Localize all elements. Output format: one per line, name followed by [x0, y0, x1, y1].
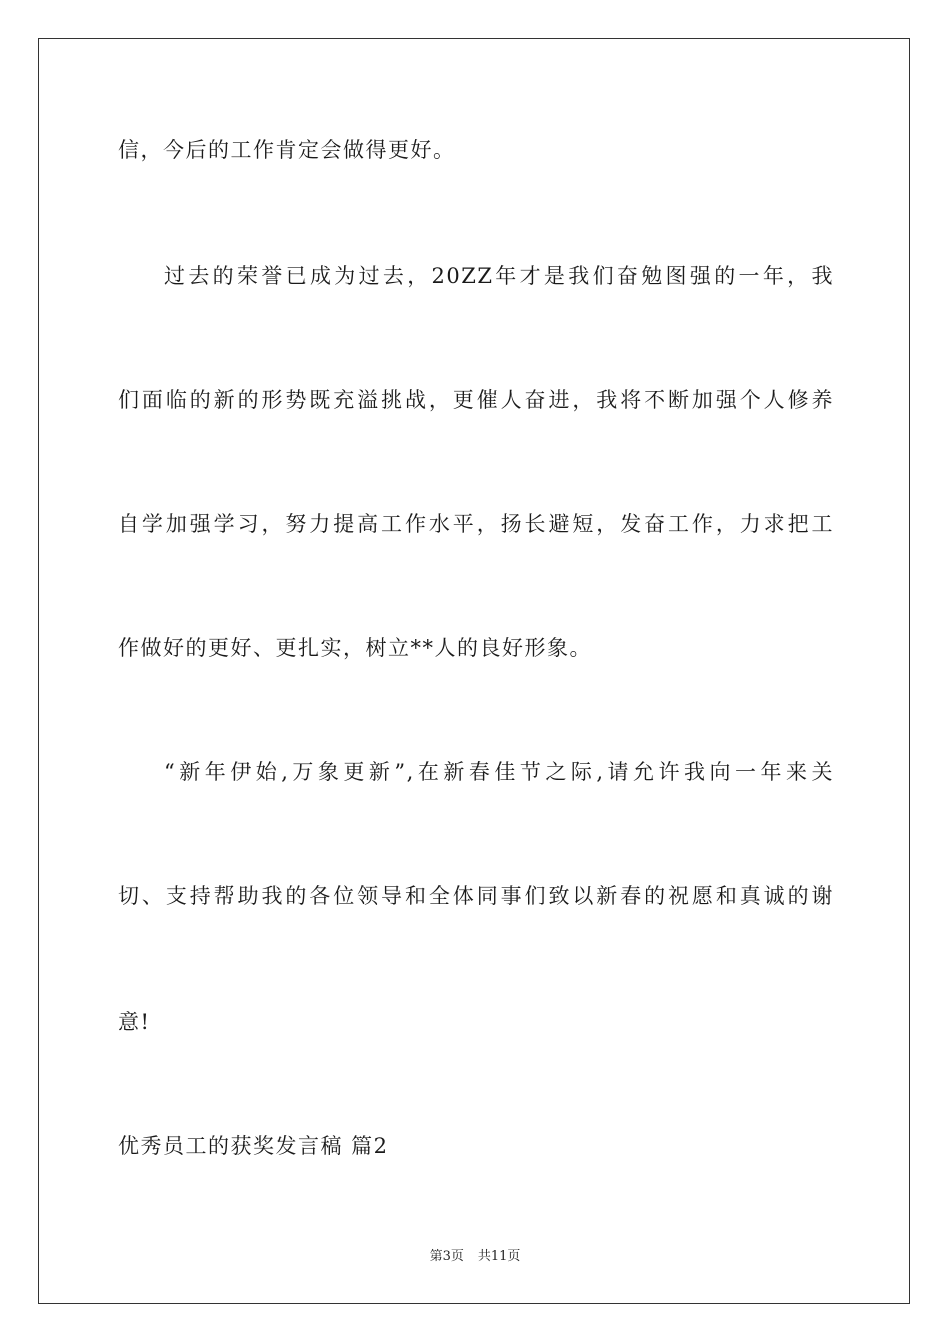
page-footer	[0, 1248, 950, 1266]
page-number: 第3页	[429, 1249, 464, 1264]
text-line: 切、支持帮助我的各位领导和全体同事们致以新春的祝愿和真诚的谢	[118, 884, 834, 908]
text-line: 信，今后的工作肯定会做得更好。	[118, 138, 456, 162]
text-line: 过去的荣誉已成为过去，20ZZ年才是我们奋勉图强的一年，我	[164, 264, 834, 288]
page-border	[38, 38, 910, 1304]
text-line: 作做好的更好、更扎实，树立**人的良好形象。	[118, 636, 592, 660]
text-line: 们面临的新的形势既充溢挑战，更催人奋进，我将不断加强个人修养	[118, 388, 834, 412]
text-line: “新年伊始,万象更新”,在新春佳节之际,请允许我向一年来关	[164, 760, 834, 784]
section-heading: 优秀员工的获奖发言稿 篇2	[118, 1134, 389, 1158]
text-line: 意!	[118, 1010, 151, 1034]
text-line: 自学加强学习，努力提高工作水平，扬长避短，发奋工作，力求把工	[118, 512, 834, 536]
page-total: 共11页	[477, 1249, 521, 1264]
